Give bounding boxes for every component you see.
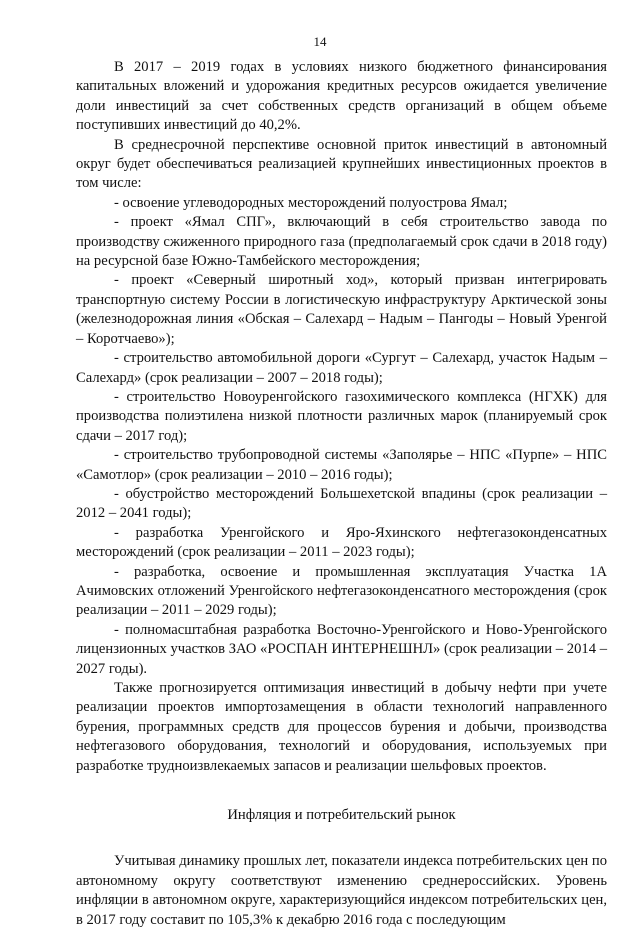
paragraph-investment-projects-intro: В среднесрочной перспективе основной приток инвестиций в автономный округ будет обеспечиваться реализацией крупнейших инвестиционных проектов в том числе: bbox=[76, 136, 607, 192]
paragraph-inflation: Учитывая динамику прошлых лет, показатели индекса потребительских цен по автономному округу соответствуют изменению среднероссийских. Уровень инфляции в автономном округе, характеризующийся индексом потребительских цен, в 2017 году составит по 105,3% к декабрю 2016 года с последующим bbox=[76, 853, 608, 928]
document-body bbox=[76, 58, 607, 930]
list-item-rospan-international: - полномасштабная разработка Восточно-Уренгойского и Ново-Уренгойского лицензионных участков ЗАО «РОСПАН ИНТЕРНЕШНЛ» (срок реализации – 2014 – 2027 годы). bbox=[76, 621, 607, 677]
list-item-urengoy-yaro-yakhinsky: - разработка Уренгойского и Яро-Яхинского нефтегазоконденсатных месторождений (срок реализации – 2011 – 2023 годы); bbox=[76, 524, 607, 561]
list-item-pipeline-system: - строительство трубопроводной системы «Заполярье – НПС «Пурпе» – НПС «Самотлор» (срок реализации – 2010 – 2016 годы); bbox=[76, 447, 607, 483]
list-item-yamal-lng: - проект «Ямал СПГ», включающий в себя строительство завода по производству сжиженного природного газа (предполагаемый срок сдачи в 2018 году) на ресурсной базе Южно-Тамбейского месторождения; bbox=[76, 214, 607, 270]
paragraph-oil-investment-optimization: Также прогнозируется оптимизация инвестиций в добычу нефти при учете реализации проектов импортозамещения в области технологий направленного бурения, программных средств для процессов бурения и добычи, производства нефтегазового оборудования, технологий и оборудования, используемых при разработке трудноизвлекаемых запасов и реализации шельфовых проектов. bbox=[76, 680, 607, 774]
page-number: 14 bbox=[313, 34, 327, 49]
list-item-ngkhk-complex: - строительство Новоуренгойского газохимического комплекса (НГХК) для производства полиэтилена низкой плотности различных марок (планируемый срок сдачи – 2017 год); bbox=[76, 388, 607, 444]
paragraph-investment-share: В 2017 – 2019 годах в условиях низкого бюджетного финансирования капитальных вложений и удорожания кредитных ресурсов ожидается увеличение доли инвестиций за счет собственных средств организаций в общем объеме поступивших инвестиций до 40,2%. bbox=[76, 59, 607, 134]
section-heading: Инфляция и потребительский рынок bbox=[227, 807, 456, 824]
list-item-surgut-salekhard-road: - строительство автомобильной дороги «Сургут – Салехард, участок Надым – Салехард» (срок реализации – 2007 – 2018 годы); bbox=[76, 350, 607, 386]
list-item-achimov-deposits: - разработка, освоение и промышленная эксплуатация Участка 1А Ачимовских отложений Уренгойского нефтегазоконденсатного месторождения (срок реализации – 2011 – 2029 годы); bbox=[76, 563, 607, 619]
list-item-yamal-fields: - освоение углеводородных месторождений полуострова Ямал; bbox=[114, 194, 508, 211]
list-item-bolshekhetskaya-fields: - обустройство месторождений Большехетской впадины (срок реализации – 2012 – 2041 годы); bbox=[76, 485, 607, 522]
list-item-northern-latitudinal-railway: - проект «Северный широтный ход», который призван интегрировать транспортную систему России в логистическую инфраструктуру Арктической зоны (железнодорожная линия «Обская – Салехард – Надым – Пангоды – Новый Уренгой – Коротчаево»); bbox=[76, 272, 607, 347]
